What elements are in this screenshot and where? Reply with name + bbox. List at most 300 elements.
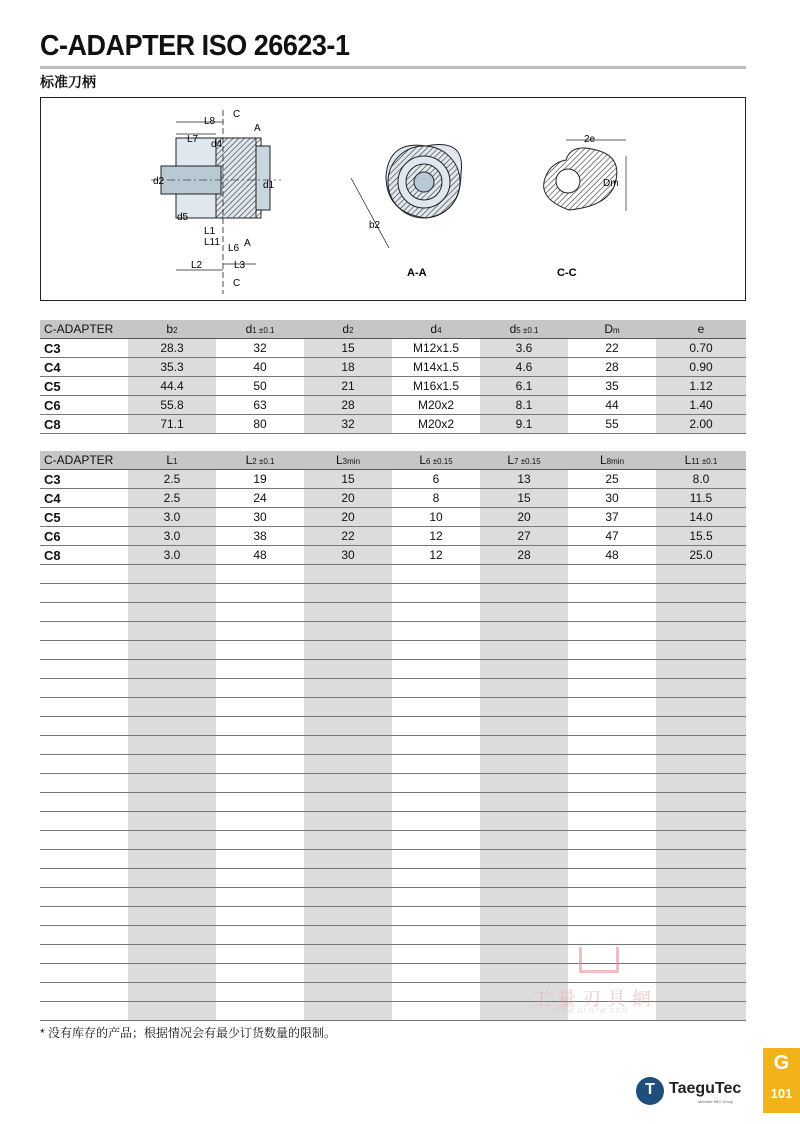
column-header-label: L [335,453,343,467]
dim-l11: L11 [204,237,220,248]
empty-table-row [40,774,746,793]
column-header-subscript: 6 ±0.15 [426,457,453,466]
column-header [216,320,304,339]
value-cell: 8.1 [480,396,568,415]
column-header [304,451,392,470]
empty-cell [656,622,746,641]
value-cell: 22 [304,527,392,546]
dim-d1: d1 [263,180,275,191]
empty-cell [392,812,480,831]
spec-table-lengths [40,451,746,1021]
empty-cell [128,888,216,907]
value-cell: 27 [480,527,568,546]
value-cell: 30 [568,489,656,508]
value-cell: 6 [392,470,480,489]
empty-table-row [40,736,746,755]
empty-cell [216,622,304,641]
empty-cell [128,679,216,698]
empty-cell [392,698,480,717]
section-mark-c-top: C [233,109,241,120]
empty-cell [568,565,656,584]
value-cell: 18 [304,358,392,377]
column-header-subscript: 2 [173,326,178,335]
column-header [392,451,480,470]
empty-cell [480,907,568,926]
empty-cell [568,793,656,812]
empty-cell [216,793,304,812]
empty-cell [392,584,480,603]
technical-drawing-frame [40,97,746,301]
empty-cell [392,565,480,584]
empty-cell [304,736,392,755]
caption-section-cc: C-C [557,267,577,279]
empty-cell [480,888,568,907]
column-header-subscript: 3min [342,457,361,466]
empty-cell [568,888,656,907]
value-cell: 13 [480,470,568,489]
watermark-url: WWW.GLRJW.COM [552,1008,629,1015]
table-row [40,508,746,527]
value-cell: 14.0 [656,508,746,527]
empty-cell [216,850,304,869]
column-header-label: e [697,322,705,336]
brand-tagline: Member IMC Group [698,1099,734,1104]
section-mark-a-bottom: A [244,238,251,249]
page-subtitle: 标准刀柄 [40,74,96,90]
empty-cell [304,755,392,774]
empty-cell [304,1002,392,1021]
table-row [40,377,746,396]
empty-cell [40,717,128,736]
empty-cell [40,736,128,755]
empty-cell [568,698,656,717]
spec-table-diameters [40,320,746,434]
empty-cell [216,983,304,1002]
value-cell: 30 [304,546,392,565]
empty-cell [480,812,568,831]
empty-cell [304,831,392,850]
empty-cell [656,717,746,736]
empty-cell [568,603,656,622]
empty-cell [304,983,392,1002]
dim-l1: L1 [204,226,216,237]
empty-table-row [40,641,746,660]
empty-cell [480,793,568,812]
empty-cell [128,660,216,679]
caption-section-aa: A-A [407,267,427,279]
table-row [40,470,746,489]
column-header [128,451,216,470]
empty-cell [40,755,128,774]
section-c-c-view [544,134,626,279]
adapter-size-cell: C8 [40,546,128,565]
empty-cell [128,698,216,717]
value-cell: 21 [304,377,392,396]
watermark-text: 工量刃具網 [532,989,658,1010]
value-cell: 28 [568,358,656,377]
empty-cell [216,1002,304,1021]
empty-cell [568,622,656,641]
empty-cell [128,926,216,945]
value-cell: 24 [216,489,304,508]
empty-cell [128,850,216,869]
empty-cell [656,584,746,603]
adapter-size-cell: C3 [40,339,128,358]
empty-cell [216,603,304,622]
empty-cell [128,755,216,774]
empty-cell [216,698,304,717]
column-header-label: d [245,322,253,336]
empty-cell [480,698,568,717]
dim-b2: b2 [369,220,381,231]
empty-cell [656,869,746,888]
empty-cell [392,964,480,983]
dim-l8: L8 [204,116,216,127]
value-cell: 48 [568,546,656,565]
empty-table-row [40,812,746,831]
empty-cell [40,812,128,831]
column-header-label: d [509,322,517,336]
adapter-size-cell: C3 [40,470,128,489]
empty-cell [128,584,216,603]
empty-cell [392,1002,480,1021]
value-cell: 25 [568,470,656,489]
empty-cell [216,869,304,888]
empty-table-row [40,622,746,641]
empty-cell [480,850,568,869]
empty-cell [304,945,392,964]
column-header-label: d [342,322,350,336]
value-cell: 3.6 [480,339,568,358]
empty-cell [392,831,480,850]
empty-cell [656,774,746,793]
empty-cell [392,755,480,774]
empty-cell [568,926,656,945]
empty-cell [128,793,216,812]
column-header-subscript: 5 ±0.1 [516,326,539,335]
empty-cell [40,869,128,888]
empty-cell [216,641,304,660]
empty-cell [304,964,392,983]
empty-cell [480,622,568,641]
empty-cell [568,660,656,679]
column-header [568,451,656,470]
value-cell: 12 [392,546,480,565]
empty-table-row [40,755,746,774]
value-cell: 35.3 [128,358,216,377]
value-cell: 2.00 [656,415,746,434]
empty-cell [304,584,392,603]
column-header-label: L [684,453,692,467]
value-cell: M12x1.5 [392,339,480,358]
value-cell: 15 [480,489,568,508]
column-header [568,320,656,339]
value-cell: 2.5 [128,489,216,508]
section-page-tab [763,1048,800,1113]
column-header [480,451,568,470]
section-mark-c-bottom: C [233,278,241,289]
empty-cell [480,565,568,584]
empty-cell [40,660,128,679]
value-cell: 28 [480,546,568,565]
value-cell: 8 [392,489,480,508]
empty-cell [568,717,656,736]
empty-cell [40,983,128,1002]
column-header-label: D [604,322,613,336]
empty-cell [128,717,216,736]
column-header [40,320,128,339]
table-row [40,546,746,565]
value-cell: 0.90 [656,358,746,377]
empty-table-row [40,565,746,584]
empty-cell [656,679,746,698]
empty-cell [128,565,216,584]
column-header [40,451,128,470]
empty-cell [656,755,746,774]
empty-cell [304,888,392,907]
empty-cell [40,565,128,584]
empty-table-row [40,698,746,717]
empty-cell [216,755,304,774]
value-cell: 71.1 [128,415,216,434]
empty-cell [40,793,128,812]
empty-cell [304,907,392,926]
empty-cell [392,850,480,869]
empty-table-row [40,603,746,622]
empty-cell [656,850,746,869]
empty-cell [128,869,216,888]
empty-cell [568,850,656,869]
value-cell: 55 [568,415,656,434]
table-row [40,527,746,546]
empty-cell [304,660,392,679]
value-cell: 1.40 [656,396,746,415]
column-header-label: L [507,453,515,467]
dim-l3: L3 [234,260,246,271]
column-header-label: C-ADAPTER [44,322,114,336]
title-underline [40,66,746,69]
empty-cell [216,945,304,964]
empty-cell [656,603,746,622]
empty-cell [568,641,656,660]
empty-table-row [40,888,746,907]
column-header [392,320,480,339]
empty-cell [656,926,746,945]
empty-cell [304,641,392,660]
empty-cell [480,736,568,755]
empty-cell [656,812,746,831]
empty-cell [216,812,304,831]
empty-cell [128,945,216,964]
adapter-size-cell: C5 [40,508,128,527]
value-cell: 80 [216,415,304,434]
adapter-size-cell: C4 [40,489,128,508]
empty-cell [128,736,216,755]
value-cell: M14x1.5 [392,358,480,377]
empty-table-row [40,850,746,869]
empty-cell [480,679,568,698]
empty-cell [656,793,746,812]
table-row [40,339,746,358]
dim-l7: L7 [187,134,199,145]
empty-cell [216,736,304,755]
empty-cell [392,774,480,793]
column-header [128,320,216,339]
empty-cell [656,641,746,660]
empty-cell [304,717,392,736]
empty-cell [40,888,128,907]
empty-cell [392,679,480,698]
empty-cell [40,926,128,945]
column-header-label: L [599,453,607,467]
empty-cell [392,736,480,755]
brand-logo [636,1077,756,1109]
value-cell: 15.5 [656,527,746,546]
stock-footnote: * 没有库存的产品；根据情况会有最少订货数量的限制。 [40,1026,337,1040]
empty-cell [568,774,656,793]
empty-cell [128,641,216,660]
empty-cell [216,565,304,584]
empty-cell [40,679,128,698]
empty-cell [40,850,128,869]
column-header-subscript: 7 ±0.15 [514,457,541,466]
empty-cell [304,698,392,717]
empty-cell [656,831,746,850]
empty-table-row [40,831,746,850]
empty-cell [128,622,216,641]
empty-cell [216,584,304,603]
value-cell: 63 [216,396,304,415]
column-header [656,320,746,339]
value-cell: 55.8 [128,396,216,415]
empty-cell [216,926,304,945]
column-header [480,320,568,339]
section-mark-a-top: A [254,123,261,134]
empty-cell [128,983,216,1002]
empty-cell [128,964,216,983]
value-cell: 0.70 [656,339,746,358]
empty-cell [392,945,480,964]
empty-cell [392,907,480,926]
value-cell: 10 [392,508,480,527]
section-letter: G [773,1052,790,1074]
empty-cell [568,812,656,831]
empty-table-row [40,793,746,812]
value-cell: 44.4 [128,377,216,396]
value-cell: 37 [568,508,656,527]
column-header-subscript: 11 ±0.1 [691,457,718,466]
empty-cell [480,869,568,888]
adapter-size-cell: C6 [40,396,128,415]
empty-cell [480,584,568,603]
column-header [216,451,304,470]
adapter-size-cell: C6 [40,527,128,546]
value-cell: 6.1 [480,377,568,396]
column-header-label: b [166,322,174,336]
value-cell: 20 [480,508,568,527]
value-cell: 44 [568,396,656,415]
dim-d2: d2 [153,176,165,187]
column-header-subscript: 2 [349,326,354,335]
empty-cell [392,983,480,1002]
empty-table-row [40,679,746,698]
empty-cell [392,717,480,736]
column-header-label: L [419,453,427,467]
empty-cell [40,774,128,793]
empty-cell [40,584,128,603]
empty-cell [480,926,568,945]
value-cell: 48 [216,546,304,565]
empty-cell [656,736,746,755]
empty-cell [304,812,392,831]
empty-cell [304,850,392,869]
empty-cell [304,926,392,945]
empty-cell [656,888,746,907]
column-header-subscript: 8min [606,457,625,466]
table-row [40,489,746,508]
value-cell: 50 [216,377,304,396]
empty-cell [392,888,480,907]
empty-cell [392,869,480,888]
dim-l2: L2 [191,260,203,271]
empty-cell [568,679,656,698]
empty-cell [656,660,746,679]
empty-cell [480,717,568,736]
empty-cell [128,907,216,926]
column-header-label: d [430,322,438,336]
empty-cell [40,641,128,660]
empty-cell [568,584,656,603]
empty-cell [216,679,304,698]
empty-cell [40,964,128,983]
value-cell: 28.3 [128,339,216,358]
empty-cell [568,869,656,888]
value-cell: M20x2 [392,415,480,434]
empty-table-row [40,717,746,736]
dim-l6: L6 [228,243,240,254]
table-row [40,396,746,415]
table-row [40,415,746,434]
empty-table-row [40,907,746,926]
value-cell: 3.0 [128,508,216,527]
empty-cell [128,774,216,793]
column-header-subscript: m [613,326,620,335]
value-cell: 15 [304,339,392,358]
column-header-subscript: 1 [173,457,178,466]
column-header-subscript: 1 ±0.1 [252,326,275,335]
dim-d5: d5 [177,212,189,223]
empty-cell [392,793,480,812]
empty-cell [40,622,128,641]
empty-cell [392,622,480,641]
page-title: C-ADAPTER ISO 26623-1 [40,30,350,62]
value-cell: 38 [216,527,304,546]
value-cell: 28 [304,396,392,415]
empty-cell [568,831,656,850]
value-cell: M20x2 [392,396,480,415]
adapter-size-cell: C8 [40,415,128,434]
empty-cell [40,1002,128,1021]
value-cell: 35 [568,377,656,396]
empty-table-row [40,584,746,603]
value-cell: M16x1.5 [392,377,480,396]
value-cell: 22 [568,339,656,358]
dim-d4: d4 [211,139,223,150]
empty-cell [216,774,304,793]
adapter-side-view [151,109,281,294]
empty-cell [656,907,746,926]
empty-cell [128,812,216,831]
